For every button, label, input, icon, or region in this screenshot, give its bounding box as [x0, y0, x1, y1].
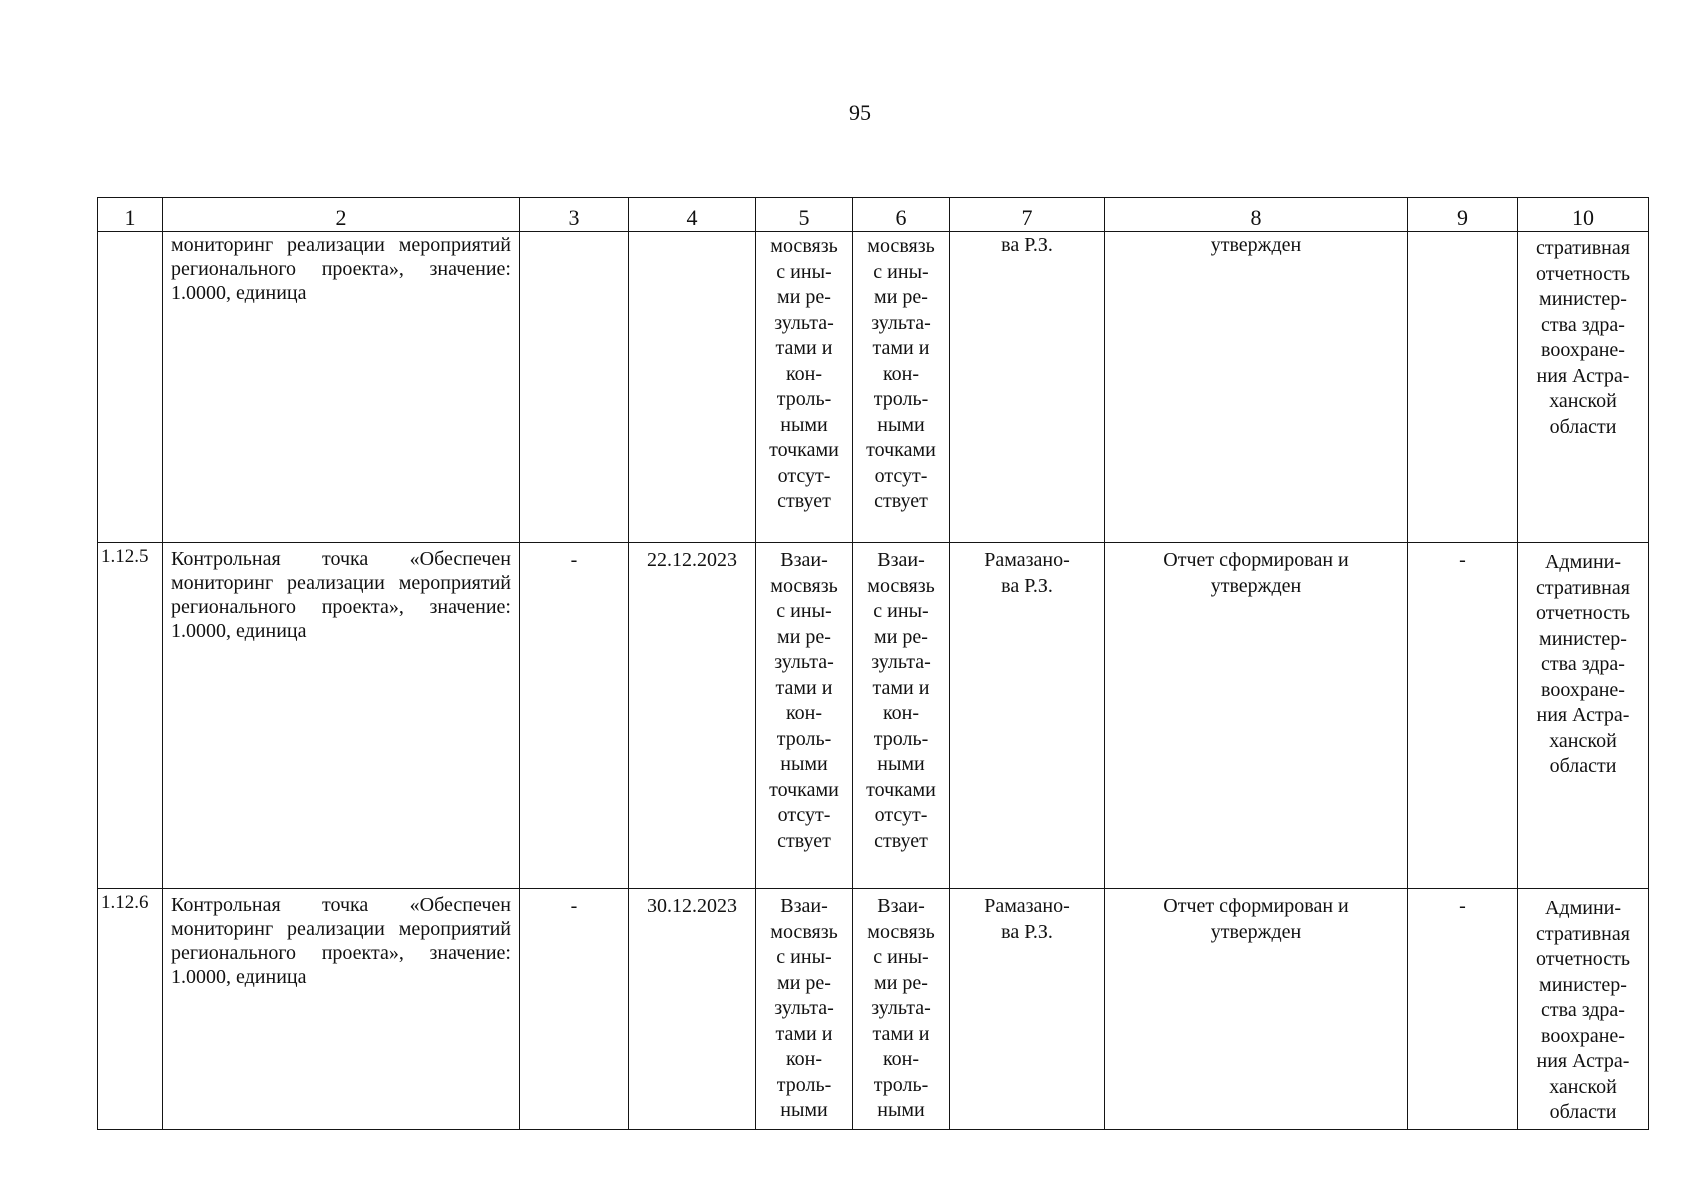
source-cell: [1518, 889, 1649, 1130]
row-number-cell: [98, 232, 163, 543]
cell-text-line: ства здра-: [1541, 653, 1625, 675]
column-header: 1: [98, 198, 163, 232]
cell-text-line: с ины-: [776, 600, 832, 622]
column-header: 4: [629, 198, 756, 232]
col9-cell: -: [1408, 543, 1518, 889]
relation-cell-6: [853, 889, 950, 1130]
col3-cell: [520, 232, 629, 543]
cell-text-line: отчетность: [1535, 262, 1631, 285]
cell-text-line: тами и: [872, 1022, 930, 1045]
cell-text-line: зульта-: [774, 651, 834, 673]
cell-text-line: отсут-: [777, 804, 831, 826]
cell-text-line: троль-: [776, 388, 832, 410]
cell-text-line: кон-: [882, 1048, 920, 1070]
cell-text-line: ханской: [1549, 729, 1617, 752]
cell-text-line: ми ре-: [777, 625, 831, 648]
cell-text-line: ными: [780, 753, 828, 775]
cell-text-line: ми ре-: [874, 625, 928, 648]
cell-text-line: тами и: [775, 676, 833, 699]
relation-cell-5: [756, 543, 853, 889]
cell-text-line: Отчет сформирован и: [1163, 895, 1349, 917]
cell-text-line: воохране-: [1541, 1024, 1625, 1047]
cell-text-line: троль-: [873, 727, 929, 750]
cell-text-line: ханской: [1549, 1075, 1617, 1098]
col9-cell: -: [1408, 889, 1518, 1130]
cell-text-line: ствует: [874, 490, 928, 512]
cell-text-line: Взаи-: [780, 895, 828, 917]
source-cell: [1518, 232, 1649, 543]
cell-text-line: точками: [866, 778, 936, 801]
cell-text-line: точками: [769, 778, 839, 801]
cell-text-line: отсут-: [874, 464, 928, 487]
column-header: 3: [520, 198, 629, 232]
page-number: 95: [849, 100, 871, 125]
cell-text-line: ствует: [777, 829, 831, 852]
cell-text-line: тами и: [872, 337, 930, 359]
cell-text-line: ми ре-: [874, 971, 928, 994]
cell-text-line: зульта-: [871, 311, 931, 334]
cell-text-line: отчетность: [1535, 602, 1631, 624]
row-number-cell: 1.12.6: [98, 889, 163, 1130]
date-cell: 30.12.2023: [629, 889, 756, 1130]
control-point-name: мониторинг реализации мероприятий регионального проекта», значение: 1.0000, единица: [163, 232, 520, 543]
cell-text-line: тами и: [872, 676, 930, 699]
col9-cell: [1408, 232, 1518, 543]
responsible-cell: [950, 889, 1105, 1130]
column-header: 9: [1408, 198, 1518, 232]
cell-text-line: Взаи-: [877, 549, 925, 571]
cell-text-line: с ины-: [873, 600, 929, 622]
cell-text-line: мосвязь: [867, 920, 935, 943]
cell-text-line: ными: [780, 1099, 828, 1121]
cell-text-line: мосвязь: [867, 235, 935, 257]
cell-text-line: троль-: [776, 1073, 832, 1096]
cell-text-line: Рамазано-: [984, 895, 1070, 917]
col3-cell: -: [520, 543, 629, 889]
column-header: 10: [1518, 198, 1649, 232]
cell-text-line: ства здра-: [1541, 999, 1625, 1021]
cell-text-line: Рамазано-: [984, 549, 1070, 571]
cell-text-line: области: [1549, 755, 1617, 777]
relation-cell-5: [756, 232, 853, 543]
cell-text-line: зульта-: [774, 311, 834, 334]
cell-text-line: министер-: [1539, 973, 1627, 996]
row-number-cell: 1.12.5: [98, 543, 163, 889]
responsible-cell: [950, 543, 1105, 889]
cell-text-line: ми ре-: [874, 286, 928, 308]
relation-cell-6: [853, 232, 950, 543]
control-point-name: Контрольная точка «Обеспечен мониторинг реализации мероприятий регионального проекта», значение: 1.0000, единица: [163, 889, 520, 1130]
cell-text-line: Взаи-: [877, 895, 925, 917]
column-header: 5: [756, 198, 853, 232]
relation-cell-6: [853, 543, 950, 889]
cell-text-line: ными: [877, 413, 925, 436]
cell-text-line: министер-: [1539, 288, 1627, 310]
cell-text-line: министер-: [1539, 627, 1627, 650]
column-header: 7: [950, 198, 1105, 232]
column-header: 8: [1105, 198, 1408, 232]
cell-text-line: зульта-: [871, 651, 931, 673]
result-cell: [1105, 889, 1408, 1130]
cell-text-line: зульта-: [871, 997, 931, 1019]
cell-text-line: мосвязь: [770, 574, 838, 597]
cell-text-line: Админи-: [1544, 551, 1622, 573]
cell-text-line: Отчет сформирован и: [1163, 549, 1349, 571]
cell-text-line: ными: [877, 1099, 925, 1121]
cell-text-line: ми ре-: [777, 971, 831, 994]
cell-text-line: точками: [769, 439, 839, 461]
cell-text-line: троль-: [873, 388, 929, 410]
cell-text-line: области: [1549, 415, 1617, 438]
cell-text-line: кон-: [882, 362, 920, 385]
cell-text-line: тами и: [775, 1022, 833, 1045]
cell-text-line: ва Р.З.: [1001, 575, 1053, 597]
cell-text-line: ными: [877, 753, 925, 775]
control-point-name: Контрольная точка «Обеспечен мониторинг реализации мероприятий регионального проекта», значение: 1.0000, единица: [163, 543, 520, 889]
cell-text-line: ми ре-: [777, 286, 831, 308]
cell-text-line: Взаи-: [780, 549, 828, 571]
cell-text-line: ния Астра-: [1536, 1050, 1630, 1072]
cell-text-line: с ины-: [776, 946, 832, 968]
cell-text-line: с ины-: [873, 946, 929, 968]
cell-text-line: троль-: [776, 727, 832, 750]
cell-text-line: утвержден: [1210, 921, 1302, 943]
cell-text-line: ва Р.З.: [1001, 921, 1053, 943]
cell-text-line: зульта-: [774, 997, 834, 1019]
cell-text-line: троль-: [873, 1073, 929, 1096]
cell-text-line: стративная: [1536, 922, 1630, 945]
cell-text-line: мосвязь: [770, 920, 838, 943]
cell-text-line: ния Астра-: [1536, 704, 1630, 726]
result-cell: утвержден: [1105, 232, 1408, 543]
cell-text-line: отсут-: [874, 804, 928, 826]
cell-text-line: кон-: [785, 1048, 823, 1070]
cell-text-line: мосвязь: [867, 574, 935, 597]
cell-text-line: ными: [780, 413, 828, 436]
source-cell: [1518, 543, 1649, 889]
cell-text-line: тами и: [775, 337, 833, 359]
table-row-continuation: [98, 232, 1649, 543]
cell-text-line: ствует: [874, 829, 928, 852]
cell-text-line: кон-: [882, 702, 920, 724]
cell-text-line: с ины-: [776, 260, 832, 283]
cell-text-line: с ины-: [873, 260, 929, 283]
cell-text-line: Админи-: [1544, 897, 1622, 919]
cell-text-line: отчетность: [1535, 948, 1631, 970]
cell-text-line: мосвязь: [770, 235, 838, 257]
result-cell: [1105, 543, 1408, 889]
cell-text-line: стративная: [1536, 237, 1630, 259]
column-header: 6: [853, 198, 950, 232]
cell-text-line: отсут-: [777, 464, 831, 487]
cell-text-line: воохране-: [1541, 678, 1625, 701]
cell-text-line: ханской: [1549, 390, 1617, 412]
responsible-cell: ва Р.З.: [950, 232, 1105, 543]
cell-text-line: кон-: [785, 362, 823, 385]
relation-cell-5: [756, 889, 853, 1130]
cell-text-line: точками: [866, 439, 936, 461]
column-header: 2: [163, 198, 520, 232]
date-cell: 22.12.2023: [629, 543, 756, 889]
control-points-table: [97, 197, 1649, 1130]
cell-text-line: ствует: [777, 490, 831, 512]
cell-text-line: ства здра-: [1541, 313, 1625, 336]
cell-text-line: стративная: [1536, 576, 1630, 599]
cell-text-line: области: [1549, 1101, 1617, 1123]
date-cell: [629, 232, 756, 543]
cell-text-line: воохране-: [1541, 339, 1625, 361]
cell-text-line: утвержден: [1210, 575, 1302, 597]
col3-cell: -: [520, 889, 629, 1130]
cell-text-line: кон-: [785, 702, 823, 724]
table-row: [98, 543, 1649, 889]
column-number-row: [98, 198, 1649, 232]
table-row: [98, 889, 1649, 1130]
cell-text-line: ния Астра-: [1536, 364, 1630, 387]
